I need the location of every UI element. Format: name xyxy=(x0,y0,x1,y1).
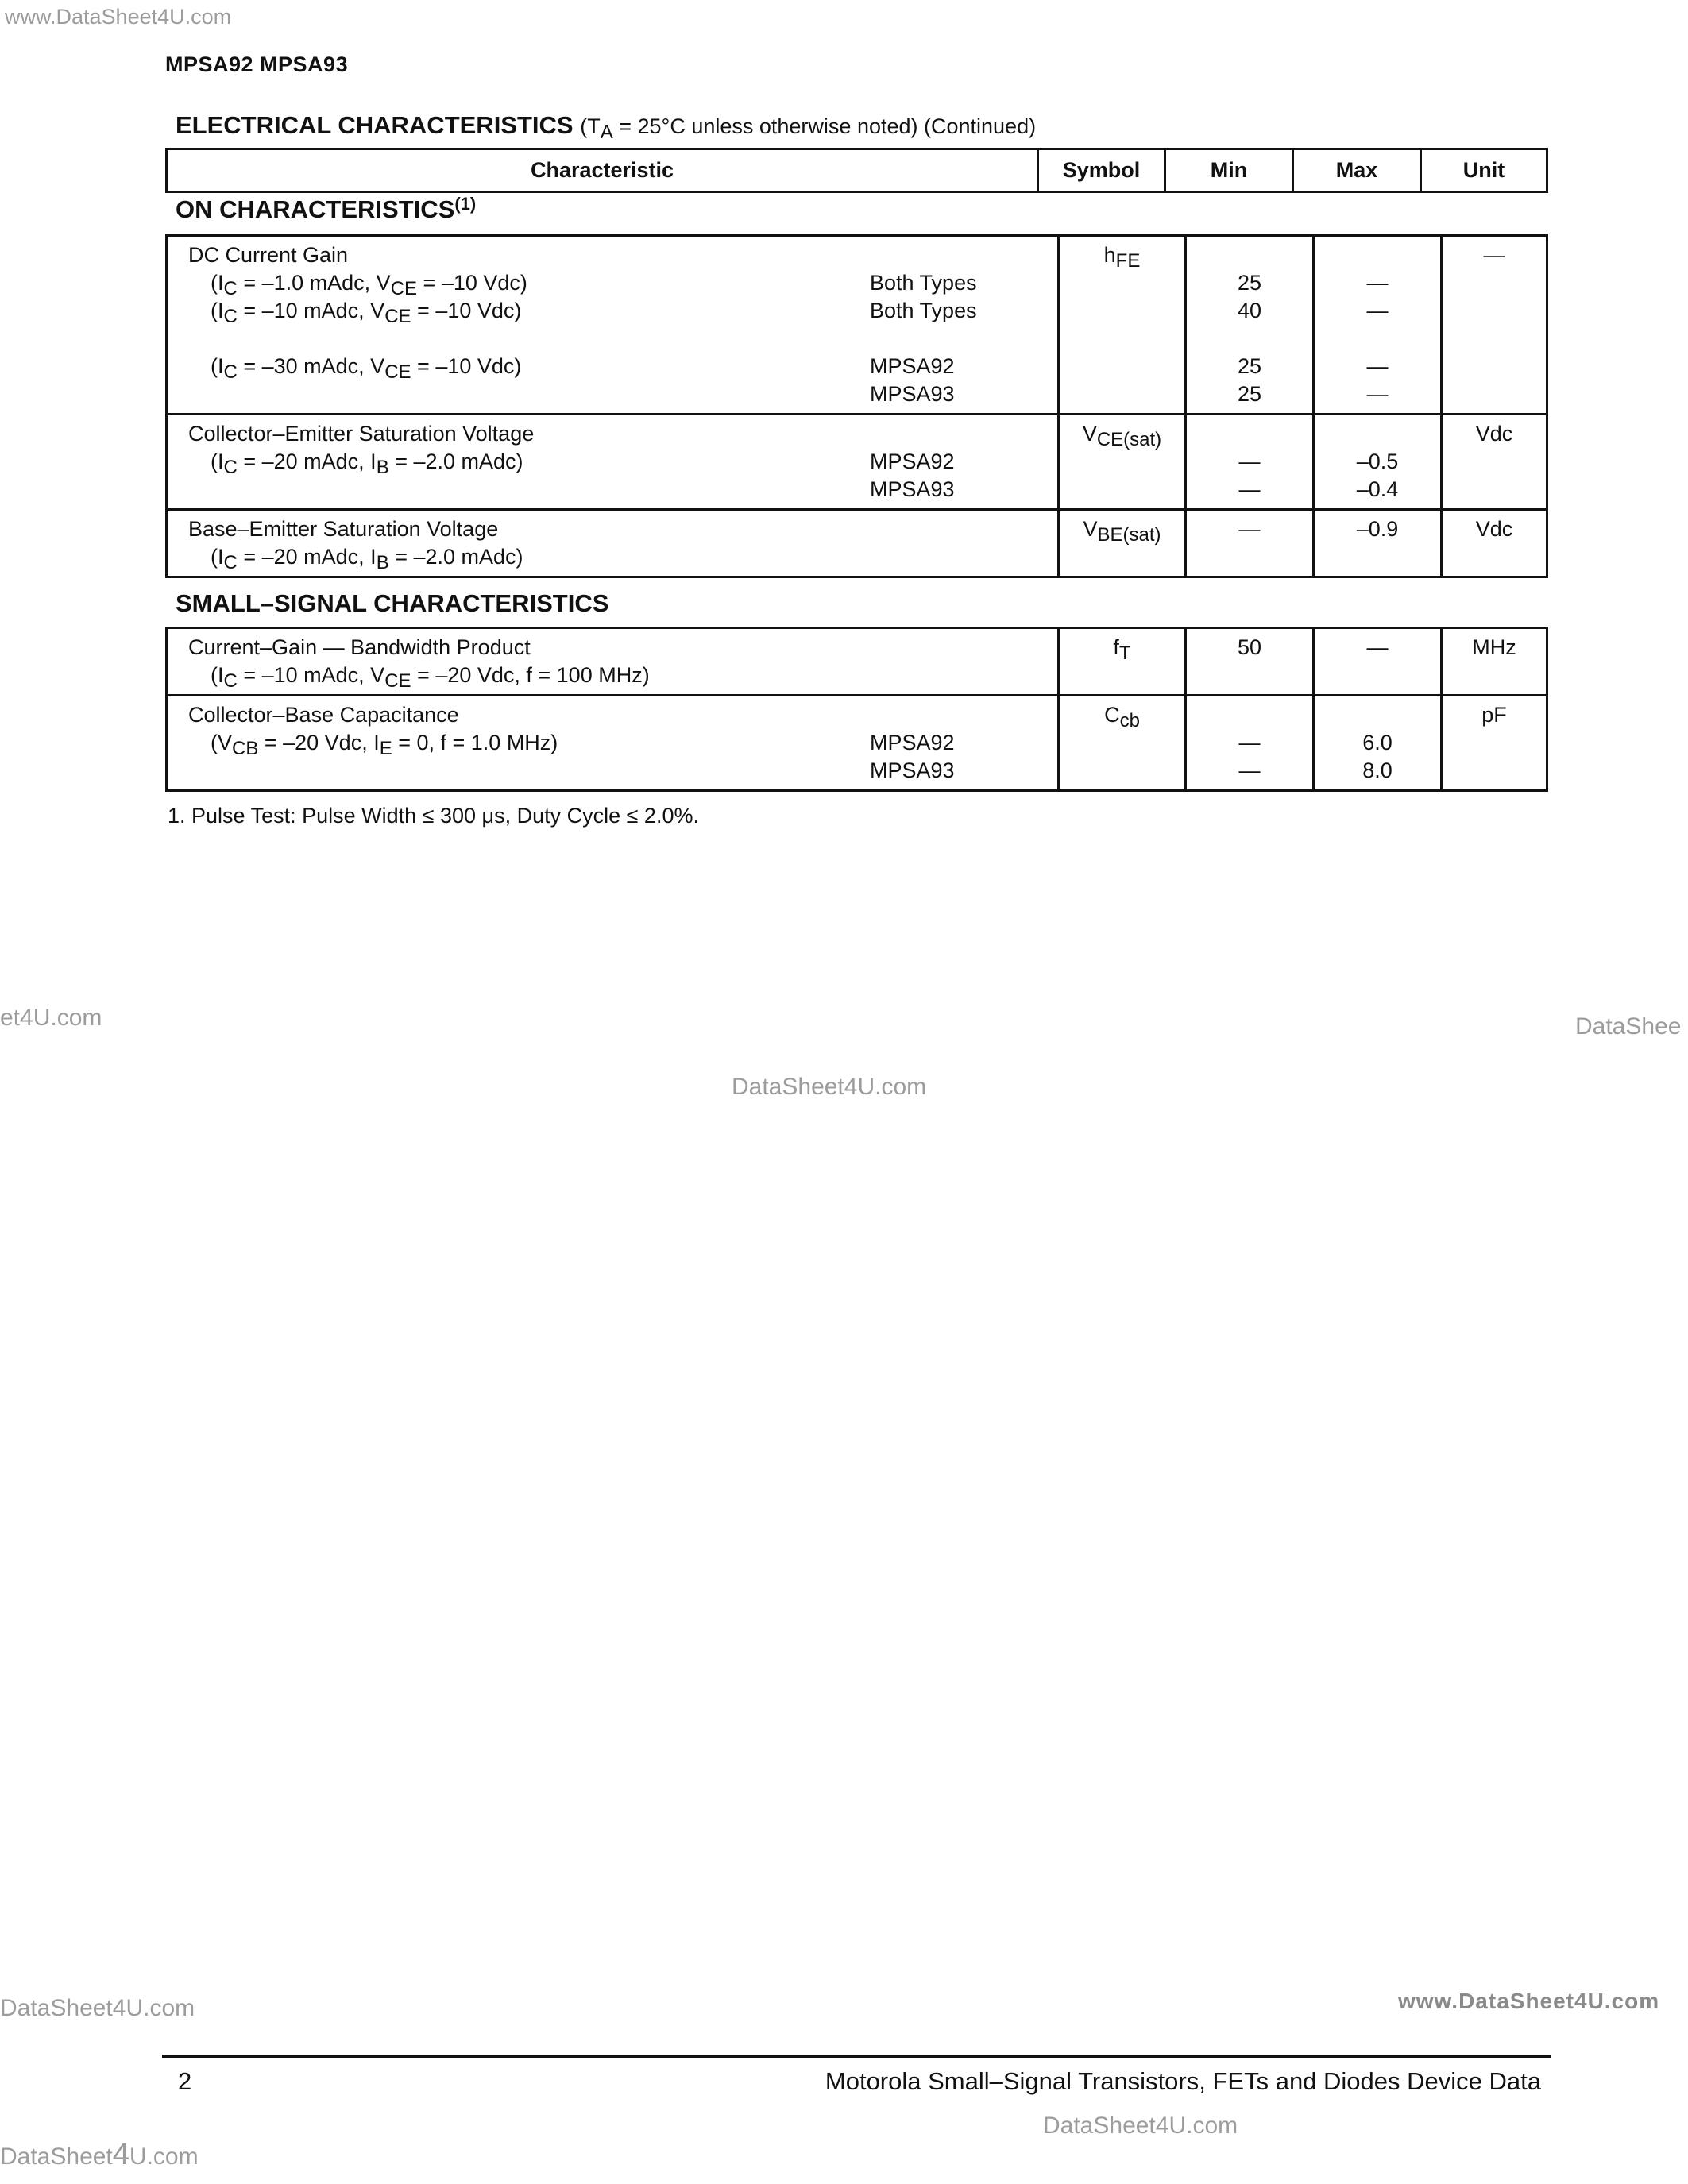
dc-gain-cond-2: ($I_C = -10$ mAdc, $V_{CE} = -10$ Vdc) Both Types xyxy=(211,299,977,327)
ccb-device-1: MPSA92 xyxy=(870,731,955,754)
ft-cond: ($I_C = -10$ mAdc, $V_{CE} = -20$ Vdc, f = 100 MHz) xyxy=(211,663,650,692)
vce-sat-unit: Vdc xyxy=(1442,415,1547,510)
watermark-footer-center: DataSheet4U.com xyxy=(1043,2113,1238,2139)
vce-sat-symbol: $V_{CE(sat)}$ xyxy=(1059,415,1186,510)
ccb-max: 6.0 8.0 xyxy=(1314,696,1442,791)
ccb-min: — — xyxy=(1186,696,1314,791)
vce-sat-cond: ($I_C = -20$ mAdc, $I_B = -2.0$ mAdc) MPSA92 xyxy=(211,450,955,478)
ft-min: 50 xyxy=(1186,628,1314,696)
page-number: 2 xyxy=(178,2067,192,2095)
header-unit: Unit xyxy=(1421,149,1547,192)
section-title xyxy=(176,111,1037,143)
ccb-characteristic xyxy=(167,696,1059,791)
ccb-device-2: MPSA93 xyxy=(870,758,955,782)
header-max: Max xyxy=(1293,149,1421,192)
vce-sat-characteristic xyxy=(167,415,1059,510)
vce-sat-max: –0.5 –0.4 xyxy=(1314,415,1442,510)
dc-gain-device-2: Both Types xyxy=(870,299,977,322)
column-header-table xyxy=(165,148,1548,193)
watermark-mid-left: et4U.com xyxy=(0,1005,102,1031)
dc-gain-unit: — xyxy=(1442,236,1547,415)
ccb-unit: pF xyxy=(1442,696,1547,791)
vbe-sat-characteristic xyxy=(167,510,1059,577)
vbe-sat-cond: ($I_C = -20$ mAdc, $I_B = -2.0$ mAdc) xyxy=(211,545,523,573)
table-row-ft xyxy=(167,628,1547,696)
dc-gain-device-1: Both Types xyxy=(870,271,977,295)
watermark-footer-left-b: 4 xyxy=(112,2138,129,2171)
section-condition: ($T_A = 25^\circ C$ unless otherwise noted) (Continued) xyxy=(580,114,1037,143)
dc-gain-name: DC Current Gain xyxy=(188,243,349,267)
vbe-sat-max: –0.9 xyxy=(1314,510,1442,577)
part-numbers-header: MPSA92 MPSA93 xyxy=(165,52,349,76)
small-signal-label: SMALL–SIGNAL CHARACTERISTICS xyxy=(176,589,609,617)
ft-symbol: $f_T$ xyxy=(1059,628,1186,696)
vce-sat-device-1: MPSA92 xyxy=(870,450,955,473)
header-row xyxy=(167,149,1547,192)
vbe-sat-name: Base–Emitter Saturation Voltage xyxy=(188,517,499,541)
watermark-footer-left-a: DataSheet xyxy=(0,2143,113,2170)
vbe-sat-unit: Vdc xyxy=(1442,510,1547,577)
dc-gain-cond-4 xyxy=(188,380,1057,408)
ft-name: Current–Gain — Bandwidth Product xyxy=(188,635,531,659)
table-row-vbe-sat xyxy=(167,510,1547,577)
vce-sat-device-2: MPSA93 xyxy=(870,477,955,501)
table-row-dc-current-gain xyxy=(167,236,1547,415)
dc-gain-device-3: MPSA92 xyxy=(870,354,955,378)
watermark-mid-center: DataSheet4U.com xyxy=(732,1074,927,1100)
vce-sat-min: — — xyxy=(1186,415,1314,510)
ccb-name: Collector–Base Capacitance xyxy=(188,703,459,727)
vbe-sat-symbol: $V_{BE(sat)}$ xyxy=(1059,510,1186,577)
vce-sat-name: Collector–Emitter Saturation Voltage xyxy=(188,422,535,446)
dc-gain-symbol: $h_{FE}$ xyxy=(1059,236,1186,415)
ft-unit: MHz xyxy=(1442,628,1547,696)
on-characteristics-table xyxy=(165,234,1548,578)
on-characteristics-label: ON CHARACTERISTICS$^{(1)}$ xyxy=(176,194,477,223)
dc-gain-cond-3: ($I_C = -30$ mAdc, $V_{CE} = -10$ Vdc) MPSA92 xyxy=(211,354,955,383)
watermark-bottom-right: www.DataSheet4U.com xyxy=(1398,1989,1660,2013)
watermark-mid-right: DataShee xyxy=(1575,1013,1682,1040)
dc-gain-min: 25 40 25 25 xyxy=(1186,236,1314,415)
footer-rule xyxy=(162,2055,1551,2058)
table-row-ccb xyxy=(167,696,1547,791)
header-symbol: Symbol xyxy=(1038,149,1165,192)
header-characteristic: Characteristic xyxy=(167,149,1038,192)
watermark-footer-left xyxy=(0,2138,199,2172)
vbe-sat-min: — xyxy=(1186,510,1314,577)
footnote: 1. Pulse Test: Pulse Width ≤ 300 μs, Duty Cycle ≤ 2.0%. xyxy=(168,804,699,828)
dc-gain-cond-1: ($I_C = -1.0$ mAdc, $V_{CE} = -10$ Vdc) Both Types xyxy=(211,271,977,299)
watermark-footer-left-c: U.com xyxy=(129,2143,199,2170)
ccb-cond: ($V_{CB} = -20$ Vdc, $I_E = 0$, f = 1.0 MHz) MPSA92 xyxy=(211,731,955,759)
small-signal-table xyxy=(165,627,1548,792)
ccb-symbol: $C_{cb}$ xyxy=(1059,696,1186,791)
ft-max: — xyxy=(1314,628,1442,696)
watermark-bottom-left: DataSheet4U.com xyxy=(0,1995,195,2021)
section-title-text: ELECTRICAL CHARACTERISTICS xyxy=(176,111,574,139)
table-row-vce-sat xyxy=(167,415,1547,510)
header-min: Min xyxy=(1165,149,1293,192)
dc-gain-max: — — — — xyxy=(1314,236,1442,415)
dc-gain-characteristic xyxy=(167,236,1059,415)
watermark-top-left: www.DataSheet4U.com xyxy=(5,5,232,29)
footer-title: Motorola Small–Signal Transistors, FETs and Diodes Device Data xyxy=(825,2067,1541,2095)
dc-gain-device-4: MPSA93 xyxy=(870,382,955,406)
ft-characteristic xyxy=(167,628,1059,696)
